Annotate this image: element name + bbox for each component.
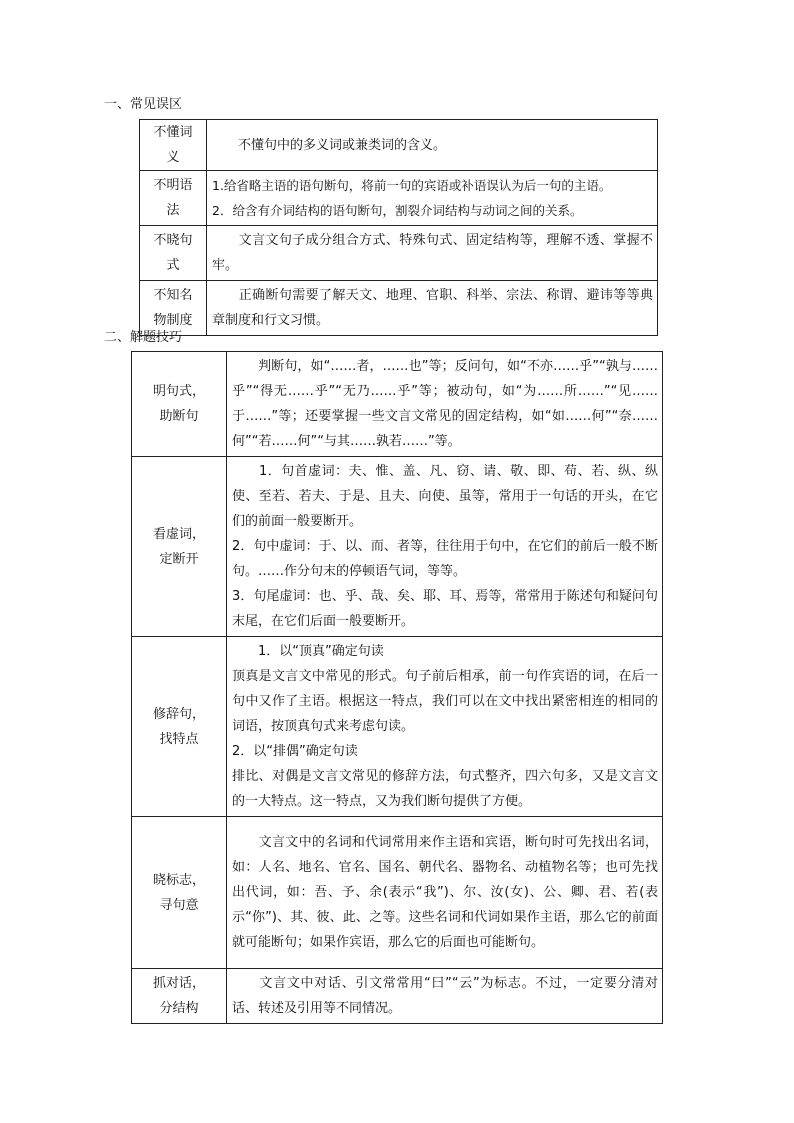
row-label: 不知名 物制度: [140, 281, 207, 336]
techniques-table: [131, 351, 663, 1024]
table-row: [140, 281, 658, 336]
row-description: 正确断句需要了解天文、地理、官职、科举、宗法、称谓、避讳等等典章制度和行文习惯。: [207, 281, 658, 336]
common-mistakes-table: [139, 119, 658, 336]
row-description: 1.给省略主语的语句断句，将前一句的宾语或补语误认为后一句的主语。 2．给含有介词结构的语句断句，割裂介词结构与动词之间的关系。: [207, 171, 658, 226]
row-label: 看虚词， 定断开: [132, 457, 227, 637]
table-row: [140, 171, 658, 226]
row-description: 判断句，如“……者，……也”等；反问句，如“不亦……乎”“孰与……乎”“得无……乎”“无乃……乎”等；被动句，如“为……所……”“见……于……”等；还要掌握一些文言文常见的固定结构，如“如……何”“奈……何”“若……何”“与其……孰若……”等。: [227, 352, 663, 457]
table-row: [132, 969, 663, 1024]
row-description: 不懂句中的多义词或兼类词的含义。: [207, 120, 658, 171]
row-label: 不晓句 式: [140, 226, 207, 281]
table-row: [132, 637, 663, 817]
table-row: [132, 817, 663, 969]
row-label: 明句式， 助断句: [132, 352, 227, 457]
row-description: 文言文句子成分组合方式、特殊句式、固定结构等，理解不透、掌握不牢。: [207, 226, 658, 281]
row-label: 不懂词 义: [140, 120, 207, 171]
row-label: 晓标志， 寻句意: [132, 817, 227, 969]
table-row: [132, 457, 663, 637]
row-description: 1．以“顶真”确定句读 顶真是文言文中常见的形式。句子前后相承，前一句作宾语的词，在后一句中又作了主语。根据这一特点，我们可以在文中找出紧密相连的相同的词语，按顶真句式来考虑句读。 2．以“排偶”确定句读 排比、对偶是文言文常见的修辞方法，句式整齐，四六句多，又是文言文的一大特点。这一特点，又为我们断句提供了方便。: [227, 637, 663, 817]
row-label: 修辞句， 找特点: [132, 637, 227, 817]
section-heading-techniques: 二、解题技巧: [104, 330, 183, 345]
row-description: 文言文中的名词和代词常用来作主语和宾语，断句时可先找出名词，如：人名、地名、官名、国名、朝代名、器物名、动植物名等；也可先找出代词，如：吾、予、余(表示“我”)、尔、汝(女)、公、卿、君、若(表示“你”)、其、彼、此、之等。这些名词和代词如果作主语，那么它的前面就可能断句；如果作宾语，那么它的后面也可能断句。: [227, 817, 663, 969]
table-row: [132, 352, 663, 457]
row-description: 文言文中对话、引文常常用“曰”“云”为标志。不过，一定要分清对话、转述及引用等不同情况。: [227, 969, 663, 1024]
section-heading-common-mistakes: 一、常见误区: [104, 97, 183, 112]
row-description: 1．句首虚词：夫、惟、盖、凡、窃、请、敬、即、苟、若、纵、纵使、至若、若夫、于是、且夫、向使、虽等，常用于一句话的开头，在它们的前面一般要断开。 2．句中虚词：于、以、而、者等，往往用于句中，在它们的前后一般不断句。……作分句末的停顿语气词，等等。 3．句尾虚词：也、乎、哉、矣、耶、耳、焉等，常常用于陈述句和疑问句末尾，在它们后面一般要断开。: [227, 457, 663, 637]
row-label: 不明语 法: [140, 171, 207, 226]
table-row: [140, 120, 658, 171]
row-label: 抓对话， 分结构: [132, 969, 227, 1024]
table-row: [140, 226, 658, 281]
